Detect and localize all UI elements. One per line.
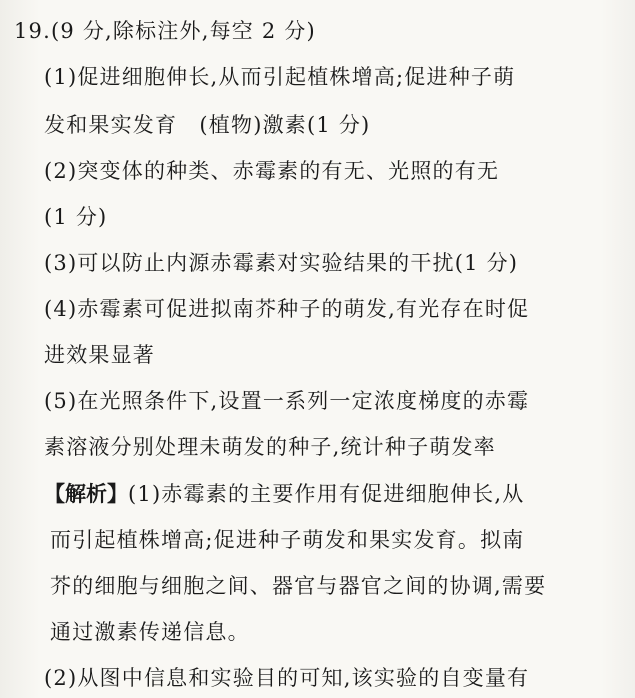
analysis-line-1: [44, 481, 524, 507]
analysis-line-4: 通过激素传递信息。: [50, 620, 250, 644]
answer-4-line-1: (4)赤霉素可促进拟南芥种子的萌发,有光存在时促: [44, 297, 530, 321]
answer-4-line-2: 进效果显著: [44, 343, 155, 367]
answer-3-line-1: (3)可以防止内源赤霉素对实验结果的干扰(1 分): [44, 251, 519, 275]
answer-2-line-2: (1 分): [44, 205, 108, 229]
answer-5-line-2: 素溶液分别处理未萌发的种子,统计种子萌发率: [44, 435, 496, 459]
analysis-tag: 【解析】: [44, 482, 128, 506]
answer-1-line-2: 发和果实发育 (植物)激素(1 分): [44, 113, 371, 137]
analysis-line-2: 而引起植株增高;促进种子萌发和果实发育。拟南: [50, 528, 525, 552]
answer-5-line-1: (5)在光照条件下,设置一系列一定浓度梯度的赤霉: [44, 389, 530, 413]
analysis-line-3: 芥的细胞与细胞之间、器官与器官之间的协调,需要: [50, 574, 547, 598]
question-header: 19.(9 分,除标注外,每空 2 分): [14, 19, 316, 43]
analysis-line-5: (2)从图中信息和实验目的可知,该实验的自变量有: [44, 666, 530, 690]
answer-2-line-1: (2)突变体的种类、赤霉素的有无、光照的有无: [44, 159, 500, 183]
analysis-text-1: (1)赤霉素的主要作用有促进细胞伸长,从: [128, 482, 525, 506]
answer-1-line-1: (1)促进细胞伸长,从而引起植株增高;促进种子萌: [44, 65, 516, 89]
